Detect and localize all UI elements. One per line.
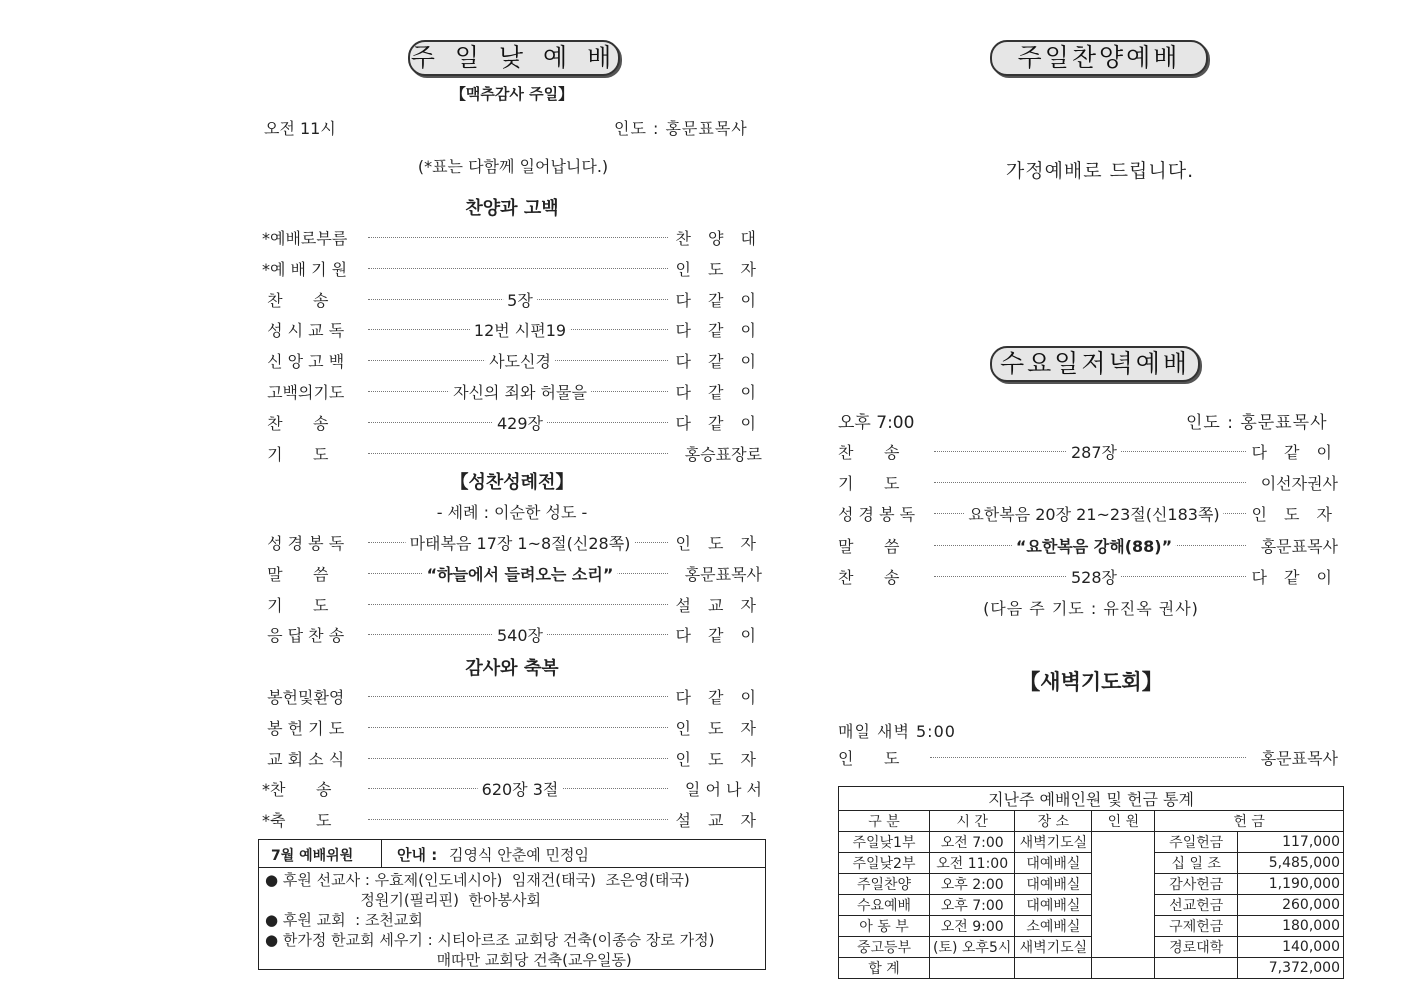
stats-cell: 새벽기도실 bbox=[1015, 937, 1092, 958]
order-row bbox=[262, 257, 762, 279]
stats-total-row bbox=[839, 958, 1344, 979]
wed-order-label: 말 씀 bbox=[838, 536, 900, 556]
order-label: 기 도 bbox=[262, 444, 329, 464]
order-label: *예 배 기 원 bbox=[262, 259, 348, 279]
stats-row bbox=[839, 832, 1344, 853]
order-detail: 620장 3절 bbox=[478, 777, 563, 800]
wed-order-label: 찬 송 bbox=[838, 567, 900, 587]
order-row bbox=[262, 442, 762, 464]
next-prayer-note: (다음 주 기도 : 유진옥 권사) bbox=[983, 599, 1199, 618]
committee-header-divider bbox=[259, 867, 765, 868]
stats-cell bbox=[1092, 937, 1155, 958]
order-label: 고백의기도 bbox=[262, 383, 345, 402]
stats-row bbox=[839, 874, 1344, 895]
stats-cell: 주일헌금 bbox=[1155, 832, 1238, 853]
dawn-leader-dots bbox=[930, 757, 1246, 758]
wed-order-label: 기 도 bbox=[838, 474, 900, 494]
stats-total-label: 합 계 bbox=[839, 958, 930, 979]
order-person: 다 같 이 bbox=[675, 352, 762, 372]
stats-cell: 140,000 bbox=[1238, 937, 1344, 958]
stats-cell: 대예배실 bbox=[1015, 853, 1092, 874]
order-label: 찬 송 bbox=[262, 413, 329, 433]
dawn-time: 매일 새벽 5:00 bbox=[838, 722, 956, 741]
stats-title: 지난주 예배인원 및 헌금 통계 bbox=[839, 787, 1344, 811]
dawn-prayer-title: 【새벽기도회】 bbox=[1019, 670, 1163, 694]
stats-cell: 십 일 조 bbox=[1155, 853, 1238, 874]
stats-cell bbox=[1155, 958, 1238, 979]
dawn-leader: 홍문표목사 bbox=[1260, 749, 1338, 768]
order-dots bbox=[368, 453, 668, 454]
wed-order-row bbox=[838, 565, 1338, 587]
stats-header: 헌 금 bbox=[1155, 811, 1344, 832]
order-row bbox=[262, 685, 762, 707]
wed-order-person: 홍문표목사 bbox=[1260, 536, 1338, 556]
stats-cell: 경로대학 bbox=[1155, 937, 1238, 958]
standing-note: (*표는 다함께 일어납니다.) bbox=[417, 157, 609, 176]
wednesday-leader: 인도 : 홍문표목사 bbox=[1186, 413, 1328, 433]
wednesday-service-title: 수요일저녁예배 bbox=[990, 346, 1200, 382]
order-label: 신 앙 고 백 bbox=[262, 352, 345, 372]
order-label: 봉 헌 기 도 bbox=[262, 718, 345, 738]
order-label: *찬 송 bbox=[262, 780, 332, 800]
stats-cell: 오전 9:00 bbox=[930, 916, 1015, 937]
section-communion: 【성찬성례전】 bbox=[450, 472, 574, 493]
committee-box bbox=[258, 839, 766, 970]
stats-cell: 주일낮2부 bbox=[839, 853, 930, 874]
wed-order-detail: 요한복음 20장 21~23절(신183쪽) bbox=[964, 502, 1223, 525]
order-person: 다 같 이 bbox=[675, 688, 762, 707]
order-row bbox=[262, 318, 762, 340]
stats-cell: 수요예배 bbox=[839, 895, 930, 916]
order-person: 인 도 자 bbox=[675, 718, 762, 738]
order-row bbox=[262, 777, 762, 799]
section-thanks-blessing: 감사와 축복 bbox=[465, 658, 559, 679]
order-row bbox=[262, 349, 762, 371]
stats-cell bbox=[930, 958, 1015, 979]
wed-order-detail: 287장 bbox=[1067, 440, 1121, 463]
stats-row bbox=[839, 853, 1344, 874]
order-label: 교 회 소 식 bbox=[262, 749, 345, 769]
order-person: 설 교 자 bbox=[675, 595, 762, 615]
stats-header: 구 분 bbox=[839, 811, 930, 832]
stats-cell bbox=[1092, 958, 1155, 979]
order-person: 다 같 이 bbox=[675, 383, 762, 402]
praise-service-title: 주일찬양예배 bbox=[990, 40, 1208, 76]
order-person: 다 같 이 bbox=[675, 290, 762, 310]
order-row bbox=[262, 411, 762, 433]
committee-line: ● 후원 교회 : 조천교회 bbox=[265, 911, 423, 929]
service-leader: 인도 : 홍문표목사 bbox=[614, 119, 748, 138]
stats-cell: 아 동 부 bbox=[839, 916, 930, 937]
stats-cell: 오전 7:00 bbox=[930, 832, 1015, 853]
order-person: 홍승표장로 bbox=[684, 444, 762, 464]
wed-order-person: 인 도 자 bbox=[1251, 505, 1338, 525]
order-row bbox=[262, 747, 762, 769]
order-label: *예배로부름 bbox=[262, 229, 348, 248]
stats-header: 장 소 bbox=[1015, 811, 1092, 832]
committee-guide-label: 안내 : bbox=[397, 846, 438, 864]
order-detail: 사도신경 bbox=[485, 349, 555, 372]
order-dots bbox=[368, 819, 668, 820]
order-label: 봉헌및환영 bbox=[262, 688, 345, 707]
committee-title: 7월 예배위원 bbox=[271, 848, 354, 864]
order-person: 홍문표목사 bbox=[684, 564, 762, 584]
order-person: 일 어 나 서 bbox=[684, 780, 762, 800]
order-dots bbox=[368, 237, 668, 238]
wed-order-detail: “요한복음 강해(88)” bbox=[1012, 534, 1176, 557]
stats-table bbox=[838, 786, 1344, 979]
stats-cell: 주일낮1부 bbox=[839, 832, 930, 853]
committee-title-divider bbox=[381, 840, 382, 867]
stats-row bbox=[839, 916, 1344, 937]
stats-title-row bbox=[839, 787, 1344, 811]
order-dots bbox=[368, 758, 668, 759]
order-detail: 마태복음 17장 1~8절(신28쪽) bbox=[406, 531, 635, 554]
order-label: 성 시 교 독 bbox=[262, 321, 345, 341]
stats-header-row bbox=[839, 811, 1344, 832]
stats-cell: 주일찬양 bbox=[839, 874, 930, 895]
stats-cell: 오전 11:00 bbox=[930, 853, 1015, 874]
order-person: 다 같 이 bbox=[675, 413, 762, 433]
order-person: 찬 양 대 bbox=[675, 229, 762, 248]
stats-cell: 대예배실 bbox=[1015, 874, 1092, 895]
wed-order-label: 성 경 봉 독 bbox=[838, 505, 916, 525]
order-row bbox=[262, 716, 762, 738]
section-praise-confession: 찬양과 고백 bbox=[465, 198, 559, 219]
order-row bbox=[262, 380, 762, 402]
stats-cell bbox=[1092, 874, 1155, 895]
praise-service-text: 가정예배로 드립니다. bbox=[1005, 160, 1195, 182]
order-label: 말 씀 bbox=[262, 564, 329, 584]
order-detail: 429장 bbox=[493, 411, 547, 434]
stats-total: 7,372,000 bbox=[1238, 958, 1344, 979]
stats-header: 시 간 bbox=[930, 811, 1015, 832]
stats-cell: 180,000 bbox=[1238, 916, 1344, 937]
stats-cell: 260,000 bbox=[1238, 895, 1344, 916]
order-label: 응 답 찬 송 bbox=[262, 626, 345, 646]
wed-order-row bbox=[838, 471, 1338, 493]
baptism-note: - 세례 : 이순한 성도 - bbox=[436, 503, 588, 522]
wed-order-person: 다 같 이 bbox=[1251, 443, 1338, 462]
order-label: 기 도 bbox=[262, 595, 329, 615]
order-dots bbox=[368, 604, 668, 605]
committee-line: 정원기(필리핀) 한아봉사회 bbox=[265, 891, 541, 909]
order-person: 인 도 자 bbox=[675, 534, 762, 553]
wed-order-detail: 528장 bbox=[1067, 565, 1121, 588]
order-person: 인 도 자 bbox=[675, 259, 762, 279]
stats-cell: 감사헌금 bbox=[1155, 874, 1238, 895]
order-label: 찬 송 bbox=[262, 290, 329, 310]
order-row bbox=[262, 593, 762, 615]
wednesday-time: 오후 7:00 bbox=[838, 413, 915, 433]
service-time: 오전 11시 bbox=[264, 119, 336, 138]
wed-order-label: 찬 송 bbox=[838, 443, 900, 462]
order-row bbox=[262, 288, 762, 310]
wed-order-dots bbox=[934, 482, 1246, 483]
stats-cell bbox=[1092, 895, 1155, 916]
stats-cell bbox=[1092, 832, 1155, 853]
stats-cell bbox=[1092, 853, 1155, 874]
order-detail: 5장 bbox=[503, 288, 537, 311]
thanksgiving-subtitle: 【맥추감사 주일】 bbox=[450, 85, 574, 103]
wed-order-row bbox=[838, 502, 1338, 524]
stats-cell: 오후 2:00 bbox=[930, 874, 1015, 895]
order-dots bbox=[368, 727, 668, 728]
stats-row bbox=[839, 895, 1344, 916]
wed-order-person: 다 같 이 bbox=[1251, 567, 1338, 587]
order-label: *축 도 bbox=[262, 811, 332, 831]
order-person: 다 같 이 bbox=[675, 626, 762, 646]
stats-cell: 중고등부 bbox=[839, 937, 930, 958]
order-detail: “하늘에서 들려오는 소리” bbox=[423, 562, 618, 585]
stats-cell: 선교헌금 bbox=[1155, 895, 1238, 916]
order-dots bbox=[368, 696, 668, 697]
order-row bbox=[262, 531, 762, 553]
stats-cell: 1,190,000 bbox=[1238, 874, 1344, 895]
order-row bbox=[262, 623, 762, 645]
stats-cell: 5,485,000 bbox=[1238, 853, 1344, 874]
wed-order-row bbox=[838, 440, 1338, 462]
stats-cell bbox=[1015, 958, 1092, 979]
wed-order-person: 이선자권사 bbox=[1260, 474, 1338, 494]
dawn-leader-row bbox=[838, 746, 1338, 768]
committee-line: ● 후원 선교사 : 우효제(인도네시아) 임재건(태국) 조은영(태국) bbox=[265, 871, 690, 889]
order-person: 인 도 자 bbox=[675, 749, 762, 769]
stats-body bbox=[839, 832, 1344, 958]
order-person: 설 교 자 bbox=[675, 811, 762, 831]
order-row bbox=[262, 226, 762, 248]
stats-row bbox=[839, 937, 1344, 958]
stats-header: 인 원 bbox=[1092, 811, 1155, 832]
stats-cell: 대예배실 bbox=[1015, 895, 1092, 916]
stats-cell: 117,000 bbox=[1238, 832, 1344, 853]
order-person: 다 같 이 bbox=[675, 321, 762, 341]
stats-cell: 새벽기도실 bbox=[1015, 832, 1092, 853]
order-detail: 12번 시편19 bbox=[470, 318, 570, 341]
order-detail: 자신의 죄와 허물을 bbox=[449, 380, 591, 403]
order-dots bbox=[368, 268, 668, 269]
stats-cell: 소예배실 bbox=[1015, 916, 1092, 937]
committee-guide: 김영식 안춘예 민정임 bbox=[449, 846, 589, 864]
order-row bbox=[262, 808, 762, 830]
committee-line: 매따만 교회당 건축(교우일동) bbox=[265, 951, 632, 969]
sunday-service-title: 주 일 낮 예 배 bbox=[408, 40, 620, 76]
committee-line: ● 한가정 한교회 세우기 : 시티아르조 교회당 건축(이종승 장로 가정) bbox=[265, 931, 715, 949]
order-row bbox=[262, 562, 762, 584]
stats-cell: 오후 7:00 bbox=[930, 895, 1015, 916]
stats-cell: 구제헌금 bbox=[1155, 916, 1238, 937]
order-label: 성 경 봉 독 bbox=[262, 534, 345, 553]
stats-cell: (토) 오후5시 bbox=[930, 937, 1015, 958]
stats-cell bbox=[1092, 916, 1155, 937]
order-detail: 540장 bbox=[493, 623, 547, 646]
dawn-leader-label: 인 도 bbox=[838, 749, 900, 768]
wed-order-row bbox=[838, 534, 1338, 556]
